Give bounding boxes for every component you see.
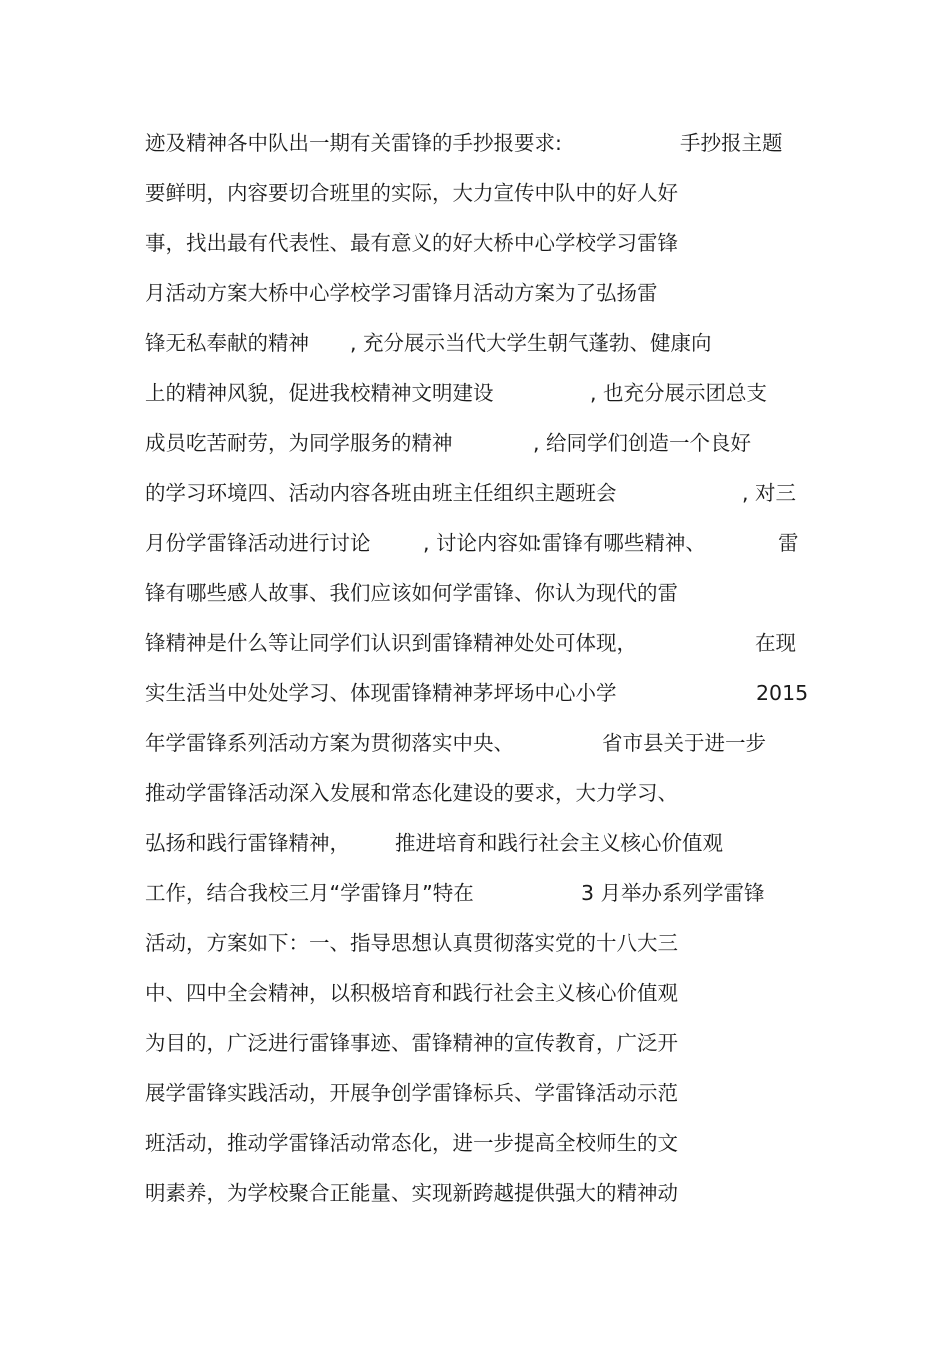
text-line — [145, 968, 845, 1018]
text-line — [145, 418, 845, 468]
text-segment: 推进培育和践行社会主义核心价值观 — [395, 831, 723, 855]
text-segment: 省市县关于进一步 — [602, 731, 766, 755]
text-segment: 展学雷锋实践活动，开展争创学雷锋标兵、学雷锋活动示范 — [145, 1081, 678, 1105]
text-line — [145, 768, 845, 818]
text-segment: , 给同学们创造一个良好 — [533, 431, 752, 455]
text-segment: 要鲜明，内容要切合班里的实际，大力宣传中队中的好人好 — [145, 181, 678, 205]
text-line — [145, 518, 845, 568]
text-segment: 实生活当中处处学习、体现雷锋精神茅坪场中心小学 — [145, 681, 617, 705]
text-line — [145, 268, 845, 318]
text-line — [145, 718, 845, 768]
text-segment: 活动，方案如下：一、指导思想认真贯彻落实党的十八大三 — [145, 931, 678, 955]
text-segment: 推动学雷锋活动深入发展和常态化建设的要求，大力学习、 — [145, 781, 678, 805]
text-line — [145, 168, 845, 218]
text-segment: 雷 — [778, 531, 799, 555]
text-segment: , 对三 — [742, 481, 797, 505]
text-segment: 上的精神风貌，促进我校精神文明建设 — [145, 381, 494, 405]
text-line — [145, 668, 845, 718]
text-line — [145, 368, 845, 418]
text-segment: 中、四中全会精神，以积极培育和践行社会主义核心价值观 — [145, 981, 678, 1005]
text-segment: 手抄报主题 — [680, 131, 783, 155]
text-segment: 明素养，为学校聚合正能量、实现新跨越提供强大的精神动 — [145, 1181, 678, 1205]
text-line — [145, 618, 845, 668]
text-segment: 事，找出最有代表性、最有意义的好大桥中心学校学习雷锋 — [145, 231, 678, 255]
text-line — [145, 1068, 845, 1118]
text-line — [145, 568, 845, 618]
text-segment: 班活动，推动学雷锋活动常态化，进一步提高全校师生的文 — [145, 1131, 678, 1155]
text-segment: 月份学雷锋活动进行讨论 — [145, 531, 371, 555]
text-segment: 月活动方案大桥中心学校学习雷锋月活动方案为了弘扬雷 — [145, 281, 658, 305]
text-segment: 锋精神是什么等让同学们认识到雷锋精神处处可体现， — [145, 631, 637, 655]
text-line — [145, 918, 845, 968]
text-segment: 锋无私奉献的精神 — [145, 331, 309, 355]
text-segment: 为目的，广泛进行雷锋事迹、雷锋精神的宣传教育，广泛开 — [145, 1031, 678, 1055]
text-line — [145, 318, 845, 368]
text-line — [145, 1168, 845, 1218]
text-segment: 3 月举办系列学雷锋 — [581, 881, 765, 905]
text-line — [145, 468, 845, 518]
text-segment: 成员吃苦耐劳，为同学服务的精神 — [145, 431, 453, 455]
body-text — [145, 118, 845, 1218]
text-line — [145, 1118, 845, 1168]
text-line — [145, 868, 845, 918]
text-segment: 弘扬和践行雷锋精神， — [145, 831, 350, 855]
text-segment: 工作，结合我校三月“学雷锋月”特在 — [145, 881, 474, 905]
text-line — [145, 118, 845, 168]
text-line — [145, 1018, 845, 1068]
text-segment: , 讨论内容如 — [423, 531, 539, 555]
text-line — [145, 218, 845, 268]
text-segment: 迹及精神各中队出一期有关雷锋的手抄报要求: — [145, 131, 562, 155]
text-segment: , 也充分展示团总支 — [590, 381, 768, 405]
text-segment: 的学习环境四、活动内容各班由班主任组织主题班会 — [145, 481, 617, 505]
text-segment: 在现 — [755, 631, 796, 655]
text-segment: 2015 — [756, 681, 809, 705]
text-segment: 年学雷锋系列活动方案为贯彻落实中央、 — [145, 731, 514, 755]
text-line — [145, 818, 845, 868]
text-segment: , 充分展示当代大学生朝气蓬勃、健康向 — [350, 331, 712, 355]
text-segment: :雷锋有哪些精神、 — [535, 531, 706, 555]
text-segment: 锋有哪些感人故事、我们应该如何学雷锋、你认为现代的雷 — [145, 581, 678, 605]
